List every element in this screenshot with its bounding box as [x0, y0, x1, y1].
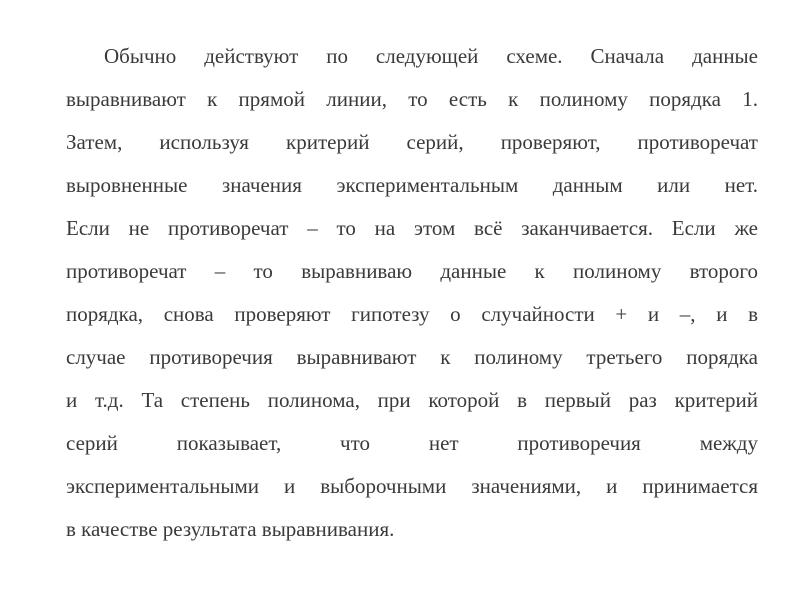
paragraph-line-12: в качестве результата выравнивания. — [66, 517, 395, 541]
paragraph-line-10: серий показывает, что нет противоречия между — [66, 431, 758, 455]
paragraph-line-8: случае противоречия выравнивают к полиному третьего порядка — [66, 345, 758, 369]
paragraph-line-11: экспериментальными и выборочными значениями, и принимается — [66, 474, 758, 498]
paragraph-line-1: Обычно действуют по следующей схеме. Сначала данные — [104, 44, 758, 68]
paragraph-line-4: выровненные значения экспериментальным данным или нет. — [66, 173, 758, 197]
paragraph-line-9: и т.д. Та степень полинома, при которой в первый раз критерий — [66, 388, 758, 412]
paragraph-line-2: выравнивают к прямой линии, то есть к полиному порядка 1. — [66, 87, 758, 111]
paragraph-line-7: порядка, снова проверяют гипотезу о случайности + и –, и в — [66, 302, 758, 326]
paragraph-line-6: противоречат – то выравниваю данные к полиному второго — [66, 259, 758, 283]
paragraph-line-3: Затем, используя критерий серий, проверяют, противоречат — [66, 130, 758, 154]
paragraph-line-5: Если не противоречат – то на этом всё заканчивается. Если же — [66, 216, 758, 240]
